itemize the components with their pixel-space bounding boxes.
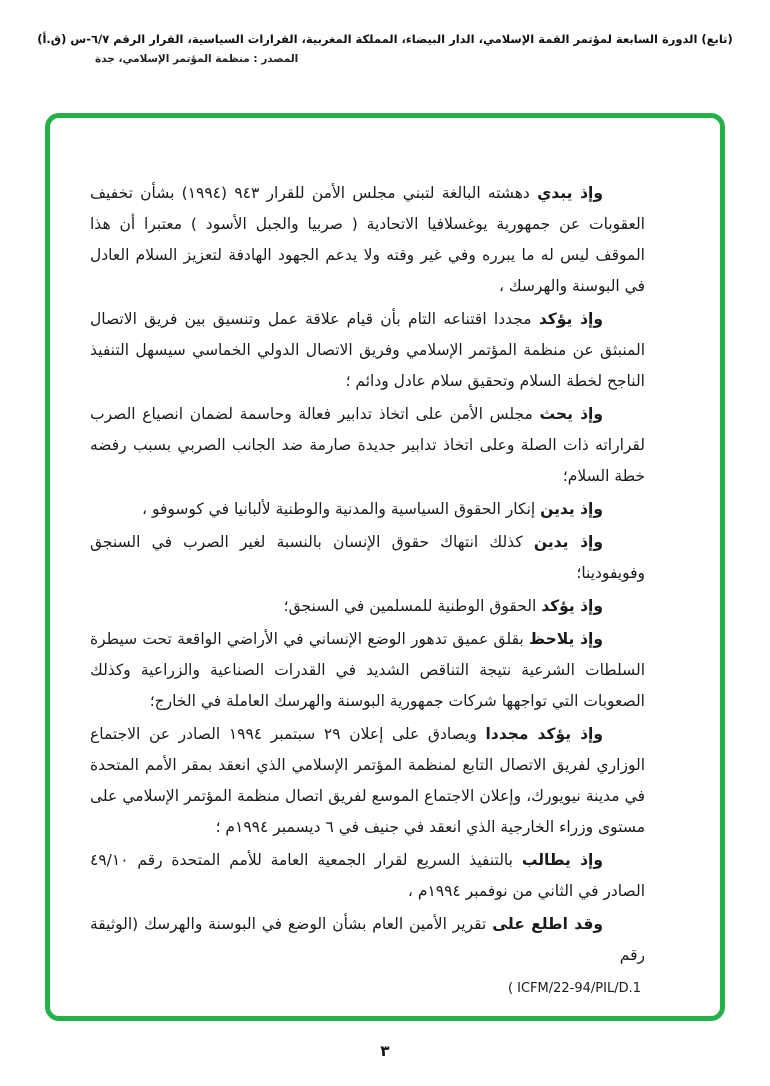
paragraph-lead: وإذ يطالب	[521, 851, 603, 869]
paragraph	[90, 591, 645, 622]
paragraphs-container	[90, 176, 645, 1004]
paragraph-text: بقلق عميق تدهور الوضع الإنساني في الأراضي الواقعة تحت سيطرة السلطات الشرعية نتيجة التناقص الشديد في القدرات الصناعية والزراعية وكذلك الصعوبات التي تواجهها شركات جمهورية البوسنة والهرسك العاملة في الخارج؛	[90, 630, 645, 710]
paragraph-lead: وإذ يحث	[539, 405, 603, 423]
paragraph-lead: وإذ يؤكد مجددا	[485, 725, 604, 743]
page-number: ٣	[380, 1042, 390, 1060]
paragraph-text: كذلك انتهاك حقوق الإنسان بالنسبة لغير الصرب في السنجق وفويفودينا؛	[90, 533, 645, 582]
paragraph-text: دهشته البالغة لتبني مجلس الأمن للقرار ٩٤٣ (١٩٩٤) بشأن تخفيف العقوبات عن جمهورية يوغسلافيا الاتحادية ( صربيا والجبل الأسود ) معتبرا أن هذا الموقف ليس له ما يبرره وفي غير وقته ولا يدعم الجهود الهادفة لتعزيز السلام العادل في البوسنة والهرسك ،	[90, 184, 645, 295]
paragraph-lead: وقد اطلع على	[492, 915, 603, 933]
paragraph	[90, 845, 645, 907]
paragraph-lead: وإذ يدين	[540, 500, 603, 518]
paragraph	[90, 719, 645, 843]
paragraph-text: تقرير الأمين العام بشأن الوضع في البوسنة والهرسك (الوثيقة رقم	[90, 915, 645, 964]
header-title: (تابع) الدورة السابعة لمؤتمر القمة الإسلامي، الدار البيضاء، المملكة المغربية، القرارات السياسية، القرار الرقم ٦/٧-س (ق.أ)	[37, 32, 733, 46]
paragraph-lead: وإذ يؤكد	[541, 597, 603, 615]
paragraph	[90, 304, 645, 397]
paragraph	[90, 527, 645, 589]
paragraph	[90, 399, 645, 492]
document-reference	[90, 973, 645, 1004]
paragraph-lead: وإذ يبدي	[537, 184, 604, 202]
document-frame	[45, 113, 725, 1021]
paragraph	[90, 178, 645, 302]
paragraph-text: مجددا اقتناعه التام بأن قيام علاقة عمل وتنسيق بين فريق الاتصال المنبثق عن منظمة المؤتمر الإسلامي وفريق الاتصال الدولي الخماسي سيسهل التنفيذ الناجح لخطة السلام وتحقيق سلام عادل ودائم ؛	[90, 310, 645, 390]
paragraph-text: الحقوق الوطنية للمسلمين في السنجق؛	[283, 597, 542, 615]
document-reference-code: ( ICFM/22-94/PIL/D.1	[507, 981, 641, 996]
paragraph-text: ويصادق على إعلان ٢٩ سبتمبر ١٩٩٤ الصادر عن الاجتماع الوزاري لفريق الاتصال التابع لمنظمة المؤتمر الإسلامي الذي انعقد بمقر الأمم المتحدة في مدينة نيويورك، وإعلان الاجتماع الموسع لفريق اتصال منظمة المؤتمر الإسلامي على مستوى وزراء الخارجية الذي انعقد في جنيف في ٦ ديسمبر ١٩٩٤م ؛	[90, 725, 645, 836]
paragraph	[90, 494, 645, 525]
paragraph	[90, 624, 645, 717]
paragraph-lead: وإذ يؤكد	[538, 310, 603, 328]
paragraph-lead: وإذ يلاحظ	[529, 630, 603, 648]
paragraph	[90, 909, 645, 971]
paragraph-text: مجلس الأمن على اتخاذ تدابير فعالة وحاسمة لضمان انصياع الصرب لقراراته ذات الصلة وعلى اتخاذ تدابير جديدة صارمة ضد الجانب الصربي بسبب رفضه خطة السلام؛	[90, 405, 645, 485]
paragraph-text: إنكار الحقوق السياسية والمدنية والوطنية لألبانيا في كوسوفو ،	[142, 500, 541, 518]
source-line: المصدر : منظمة المؤتمر الإسلامي، جدة	[95, 53, 299, 65]
paragraph-text: بالتنفيذ السريع لقرار الجمعية العامة للأمم المتحدة رقم ٤٩/١٠ الصادر في الثاني من نوفمبر ١٩٩٤م ،	[90, 851, 645, 900]
paragraph-lead: وإذ يدين	[533, 533, 603, 551]
